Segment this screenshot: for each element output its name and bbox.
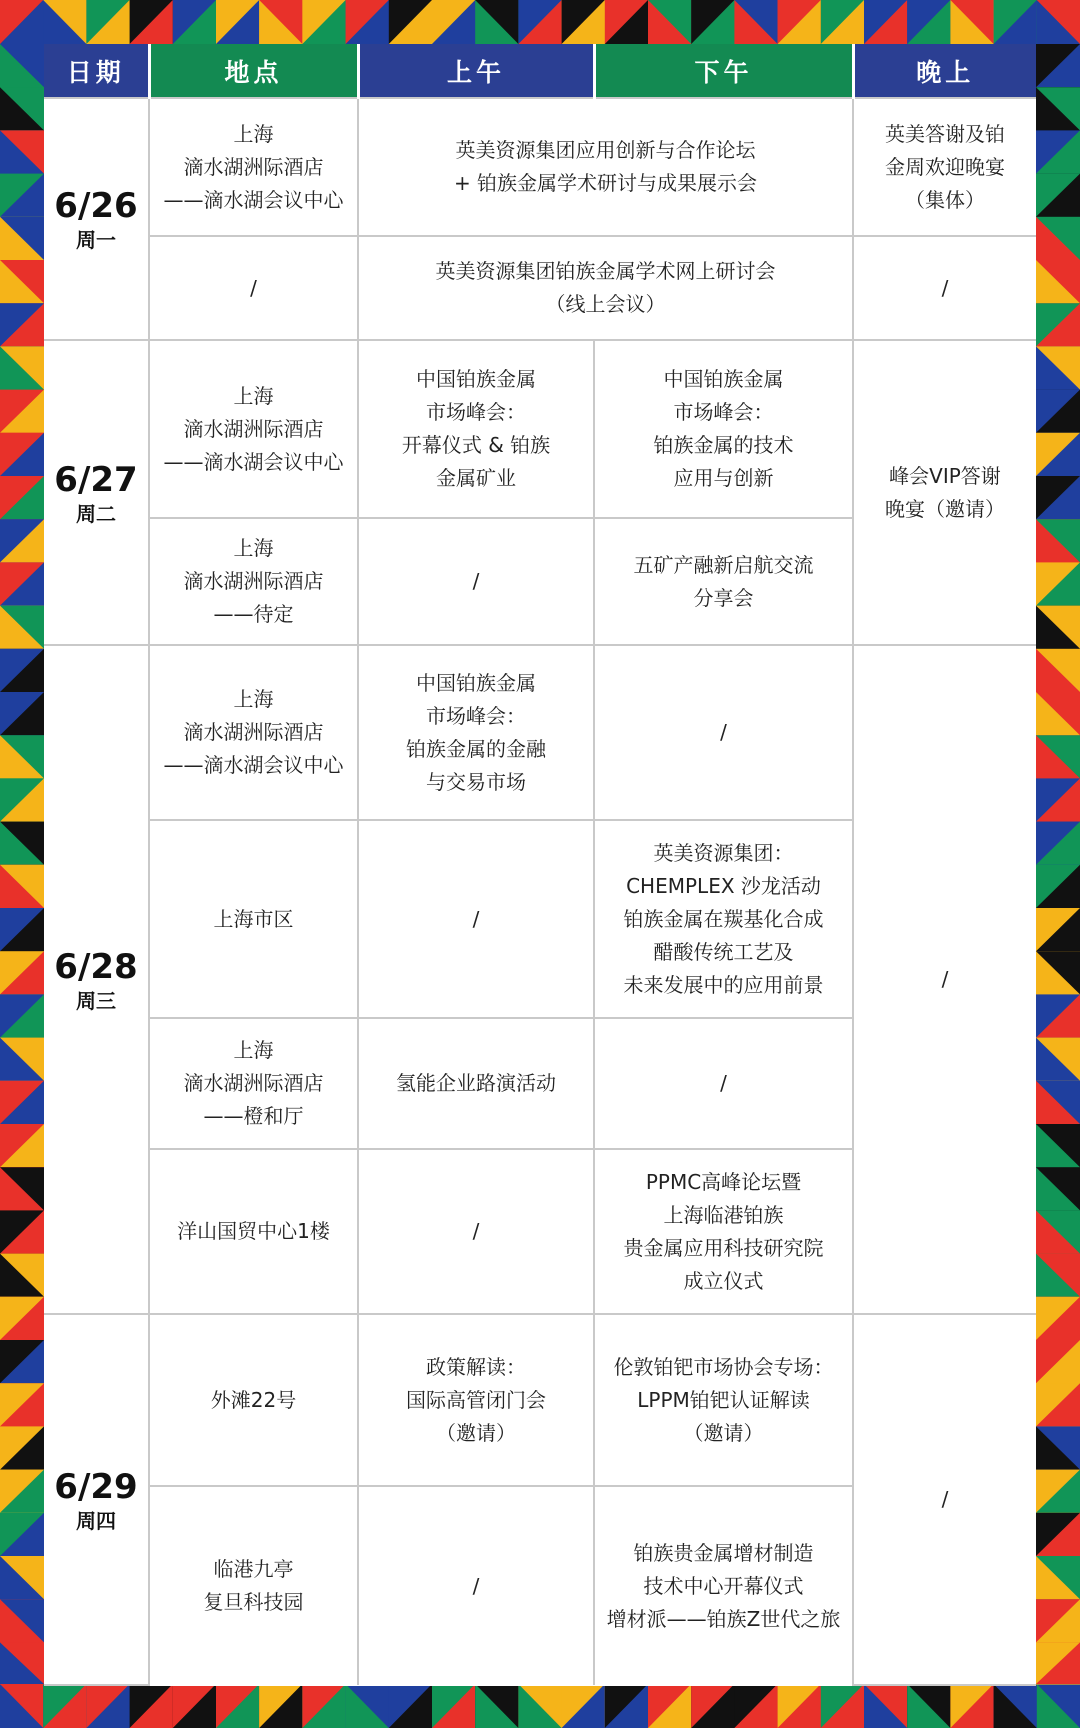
date-number: 6/28	[54, 946, 138, 987]
schedule-table	[44, 44, 1036, 1686]
evening-cell: /	[853, 645, 1036, 1314]
afternoon-cell: /	[594, 1018, 853, 1149]
weekday-label: 周四	[76, 1508, 116, 1533]
date-cell	[44, 340, 149, 645]
afternoon-cell: 五矿产融新启航交流 分享会	[594, 518, 853, 645]
afternoon-cell: 铂族贵金属增材制造 技术中心开幕仪式 增材派——铂族Z世代之旅	[594, 1486, 853, 1685]
afternoon-cell: 中国铂族金属 市场峰会： 铂族金属的技术 应用与创新	[594, 340, 853, 518]
afternoon-cell: 英美资源集团： CHEMPLEX 沙龙活动 铂族金属在羰基化合成 醋酸传统工艺及 未来发展中的应用前景	[594, 820, 853, 1018]
table-row	[44, 98, 1036, 236]
location-cell: 洋山国贸中心1楼	[149, 1149, 358, 1314]
daytime-event-cell: 英美资源集团铂族金属学术网上研讨会 （线上会议）	[358, 236, 853, 340]
morning-cell: /	[358, 1486, 594, 1685]
morning-cell: /	[358, 820, 594, 1018]
table-row	[44, 1314, 1036, 1486]
header-evening: 晚上	[853, 44, 1036, 98]
morning-cell: 氢能企业路演活动	[358, 1018, 594, 1149]
location-cell: 上海市区	[149, 820, 358, 1018]
header-location: 地点	[149, 44, 358, 98]
table-row	[44, 645, 1036, 820]
afternoon-cell: PPMC高峰论坛暨 上海临港铂族 贵金属应用科技研究院 成立仪式	[594, 1149, 853, 1314]
weekday-label: 周三	[76, 988, 116, 1013]
daytime-event-cell: 英美资源集团应用创新与合作论坛 + 铂族金属学术研讨与成果展示会	[358, 98, 853, 236]
morning-cell: /	[358, 1149, 594, 1314]
table-row	[44, 340, 1036, 518]
morning-cell: 中国铂族金属 市场峰会： 铂族金属的金融 与交易市场	[358, 645, 594, 820]
location-cell: 上海 滴水湖洲际酒店 ——滴水湖会议中心	[149, 645, 358, 820]
evening-cell: /	[853, 1314, 1036, 1685]
location-cell: 临港九亭 复旦科技园	[149, 1486, 358, 1685]
location-cell: 上海 滴水湖洲际酒店 ——滴水湖会议中心	[149, 98, 358, 236]
table-row	[44, 236, 1036, 340]
header-date: 日期	[44, 44, 149, 98]
location-cell: 上海 滴水湖洲际酒店 ——橙和厅	[149, 1018, 358, 1149]
weekday-label: 周一	[76, 228, 116, 252]
morning-cell: 中国铂族金属 市场峰会： 开幕仪式 & 铂族 金属矿业	[358, 340, 594, 518]
date-cell	[44, 645, 149, 1314]
afternoon-cell: 伦敦铂钯市场协会专场： LPPM铂钯认证解读 （邀请）	[594, 1314, 853, 1486]
header-afternoon: 下午	[594, 44, 853, 98]
weekday-label: 周二	[76, 501, 116, 526]
date-number: 6/27	[54, 459, 138, 500]
location-cell: 上海 滴水湖洲际酒店 ——滴水湖会议中心	[149, 340, 358, 518]
morning-cell: 政策解读： 国际高管闭门会 （邀请）	[358, 1314, 594, 1486]
afternoon-cell: /	[594, 645, 853, 820]
date-number: 6/29	[54, 1466, 138, 1507]
location-cell: /	[149, 236, 358, 340]
header-morning: 上午	[358, 44, 594, 98]
location-cell: 上海 滴水湖洲际酒店 ——待定	[149, 518, 358, 645]
date-cell	[44, 1314, 149, 1685]
location-cell: 外滩22号	[149, 1314, 358, 1486]
date-cell	[44, 98, 149, 340]
date-number: 6/26	[54, 186, 138, 226]
evening-cell: /	[853, 236, 1036, 340]
header-row	[44, 44, 1036, 98]
evening-cell: 峰会VIP答谢 晚宴（邀请）	[853, 340, 1036, 645]
morning-cell: /	[358, 518, 594, 645]
evening-cell: 英美答谢及铂 金周欢迎晚宴 （集体）	[853, 98, 1036, 236]
